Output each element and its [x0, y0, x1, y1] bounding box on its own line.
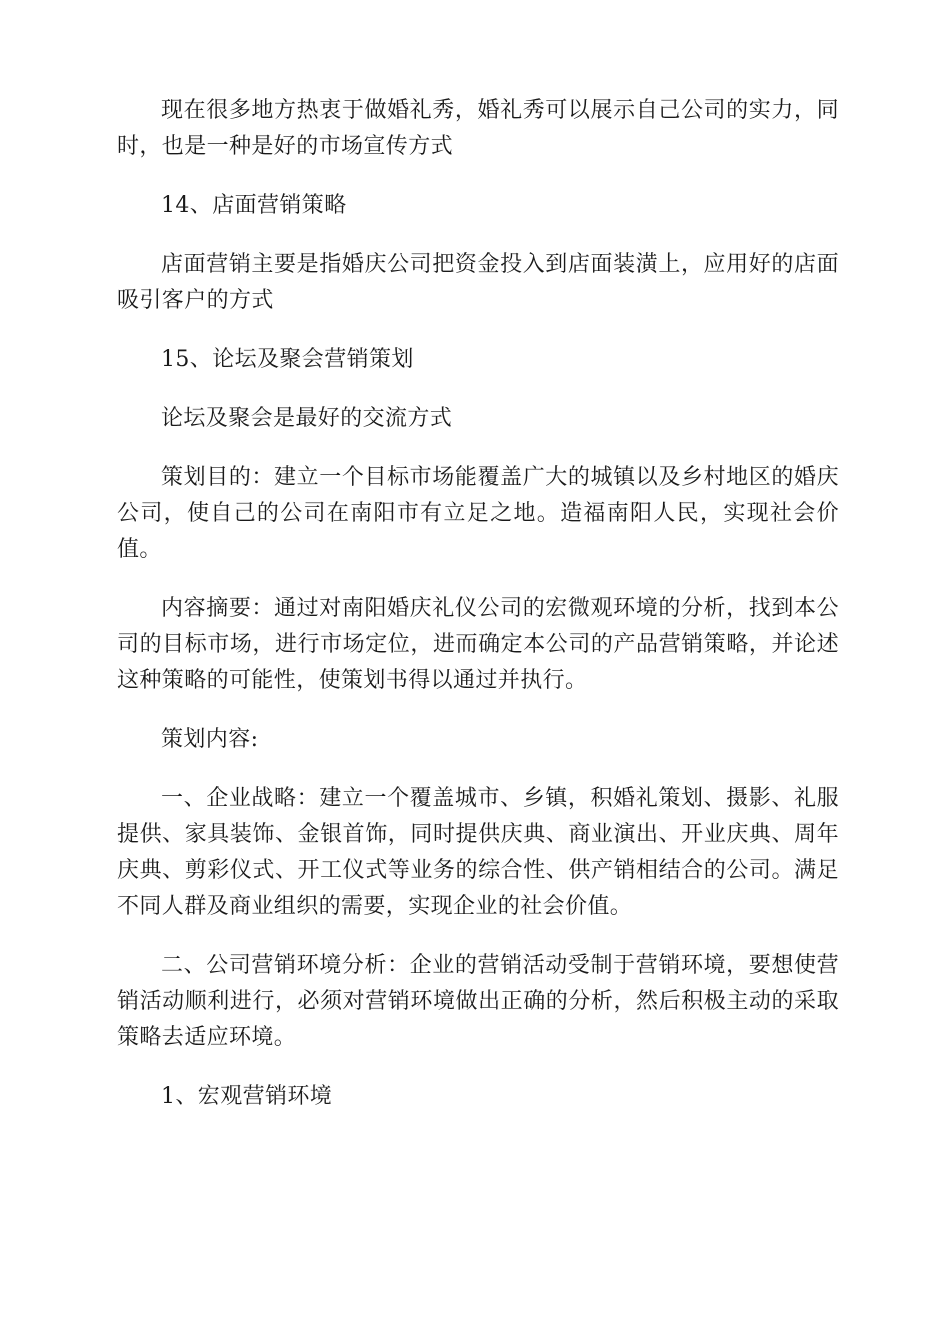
heading-storefront-strategy: 14、店面营销策略 [161, 193, 347, 218]
document-body [117, 93, 839, 1115]
heading-planning-content: 策划内容: [161, 727, 259, 752]
paragraph-planning-purpose: 策划目的：建立一个目标市场能覆盖广大的城镇以及乡村地区的婚庆公司，使自己的公司在南阳市有立足之地。造福南阳人民，实现社会价值。 [117, 465, 839, 562]
paragraph-wedding-show: 现在很多地方热衷于做婚礼秀，婚礼秀可以展示自己公司的实力，同时，也是一种是好的市场宣传方式 [117, 98, 839, 159]
paragraph-forum-communication: 论坛及聚会是最好的交流方式 [161, 406, 453, 431]
paragraph-storefront-marketing: 店面营销主要是指婚庆公司把资金投入到店面装潢上，应用好的店面吸引客户的方式 [117, 252, 839, 313]
heading-macro-environment: 1、宏观营销环境 [161, 1084, 333, 1109]
paragraph-environment-analysis: 二、公司营销环境分析：企业的营销活动受制于营销环境，要想使营销活动顺利进行，必须对营销环境做出正确的分析，然后积极主动的采取策略去适应环境。 [117, 953, 839, 1050]
paragraph-enterprise-strategy: 一、企业战略：建立一个覆盖城市、乡镇，积婚礼策划、摄影、礼服提供、家具装饰、金银首饰，同时提供庆典、商业演出、开业庆典、周年庆典、剪彩仪式、开工仪式等业务的综合性、供产销相结合的公司。满足不同人群及商业组织的需要，实现企业的社会价值。 [117, 786, 839, 919]
heading-forum-marketing: 15、论坛及聚会营销策划 [161, 347, 414, 372]
paragraph-summary: 内容摘要：通过对南阳婚庆礼仪公司的宏微观环境的分析，找到本公司的目标市场，进行市场定位，进而确定本公司的产品营销策略，并论述这种策略的可能性，使策划书得以通过并执行。 [117, 596, 839, 693]
